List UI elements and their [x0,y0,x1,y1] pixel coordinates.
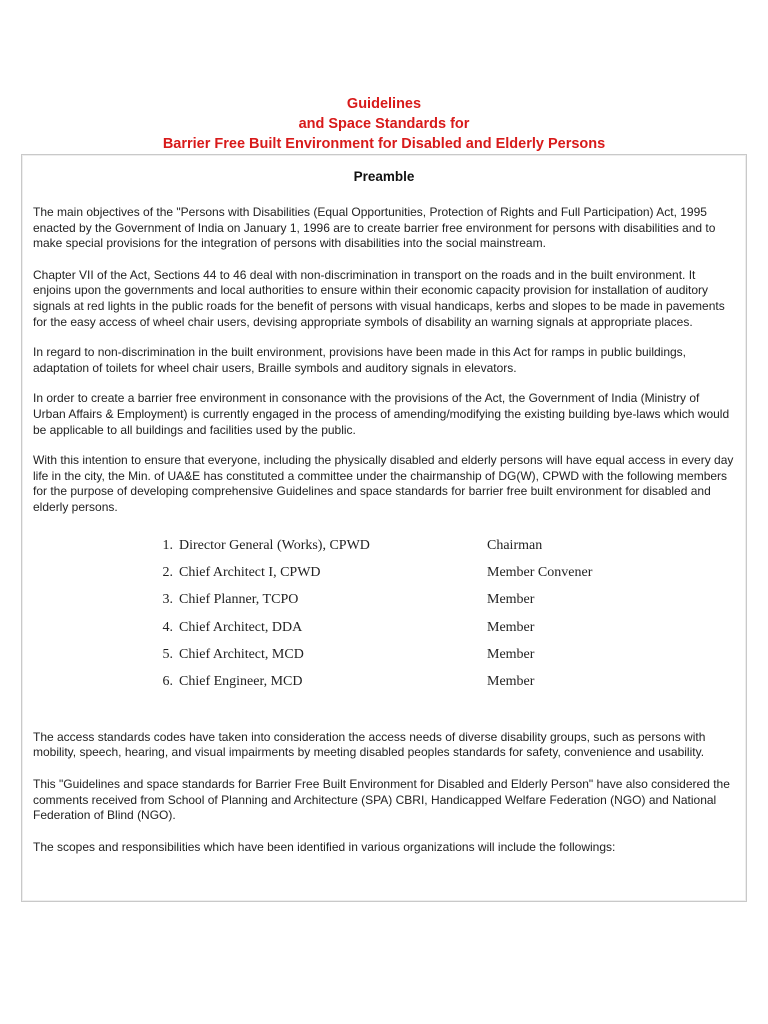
paragraph-built-environment: In regard to non-discrimination in the built environment, provisions have been made in this Act for ramps in public buildings, adaptation of toilets for wheel chair users, Braille symbols and auditory signals in elevators. [33,345,687,375]
member-row [145,559,735,586]
member-number: 2. [162,564,173,580]
member-name: Director General (Works), CPWD [179,537,370,553]
title-line-2: and Space Standards for [298,116,470,132]
paragraph-objectives: The main objectives of the "Persons with Disabilities (Equal Opportunities, Protection of Rights and Full Participation) Act, 1995 enacted by the Government of India on January 1, 1996 are to create barrier free environment for persons with disabilities and to make special provisions for the integration of persons with disabilities into the social mainstream. [33,205,716,251]
member-role: Member [487,619,535,635]
member-name: Chief Engineer, MCD [179,674,303,690]
member-role: Member [487,674,535,690]
paragraph-comments-received: This "Guidelines and space standards for Barrier Free Built Environment for Disabled and Elderly Person" have also considered the comments received from School of Planning and Architecture (SPA) CBRI, Handicapped Welfare Federation (NGO) and National Federation of Blind (NGO). [33,777,730,823]
paragraph-government-process: In order to create a barrier free environment in consonance with the provisions of the Act, the Government of India (Ministry of Urban Affairs & Employment) is currently engaged in the process of amending/modifying the existing building bye-laws which would be applicable to all buildings and facilities used by the public. [33,391,730,437]
member-number: 4. [162,619,173,635]
member-name: Chief Architect, MCD [179,647,304,663]
member-role: Member Convener [487,564,593,580]
member-row [145,586,735,613]
member-row [145,668,735,695]
committee-members-list [145,532,735,696]
member-row [145,641,735,668]
member-number: 1. [162,537,173,553]
member-number: 5. [162,647,173,663]
member-name: Chief Architect, DDA [179,619,303,635]
preamble-content [22,155,746,901]
member-number: 3. [162,592,173,608]
member-row [145,532,735,559]
paragraph-scopes: The scopes and responsibilities which have been identified in various organizations will include the followings: [33,839,616,854]
member-role: Chairman [487,537,543,553]
document-title [0,94,768,154]
member-role: Member [487,592,535,608]
paragraph-access-standards: The access standards codes have taken into consideration the access needs of diverse disability groups, such as persons with mobility, speech, hearing, and visual impairments by meeting disabled peoples standards for safety, convenience and usability. [33,729,706,760]
preamble-box [21,154,747,902]
member-role: Member [487,647,535,663]
paragraph-committee: With this intention to ensure that everyone, including the physically disabled and elderly persons will have equal access in every day life in the city, the Min. of UA&E has constituted a committee under the chairmanship of DG(W), CPWD with the following members for the purpose of developing comprehensive Guidelines and space standards for barrier free built environment for disabled and elderly persons. [33,453,734,514]
member-row [145,614,735,641]
member-name: Chief Architect I, CPWD [179,564,321,580]
member-name: Chief Planner, TCPO [179,592,299,608]
paragraph-chapter-vii: Chapter VII of the Act, Sections 44 to 46 deal with non-discrimination in transport on the roads and in the built environment. It enjoins upon the governments and local authorities to ensure within their economic capacity provision for installation of auditory signals at red lights in the public roads for the benefit of persons with visual handicaps, kerbs and slopes to be made in pavements for the easy access of wheel chair users, devising appropriate symbols of disability an warning signals at appropriate places. [33,267,725,329]
preamble-heading: Preamble [353,169,415,184]
title-line-1: Guidelines [346,96,422,112]
member-number: 6. [162,674,173,690]
title-line-3: Barrier Free Built Environment for Disabled and Elderly Persons [162,136,606,152]
